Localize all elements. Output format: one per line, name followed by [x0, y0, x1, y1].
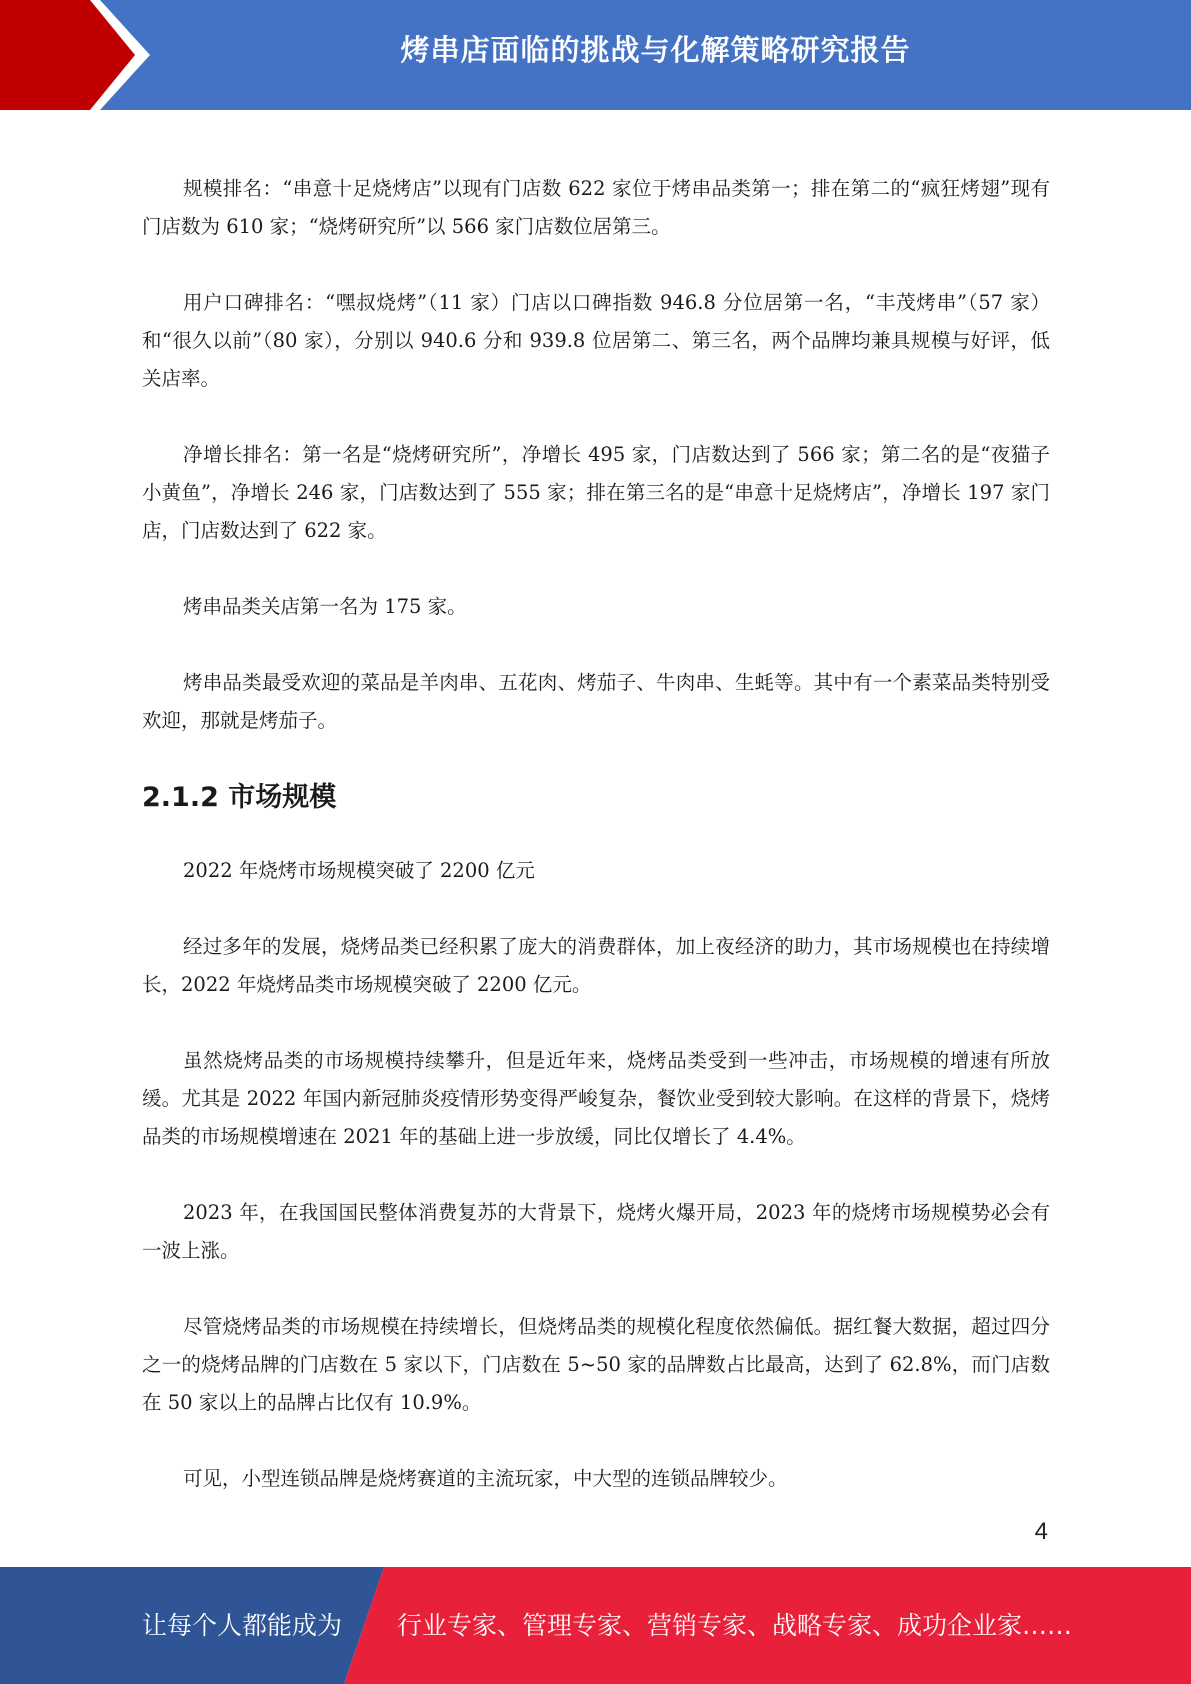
header-banner: [0, 0, 1191, 110]
paragraph-growth-slowdown: 虽然烧烤品类的市场规模持续攀升，但是近年来，烧烤品类受到一些冲击，市场规模的增速有所放缓。尤其是 2022 年国内新冠肺炎疫情形势变得严峻复杂，餐饮业受到较大影响。在这样的背景下，烧烤品类的市场规模增速在 2021 年的基础上进一步放缓，同比仅增长了 4.4%。: [142, 1049, 1050, 1148]
footer-slogan-left: 让每个人都能成为: [142, 1611, 343, 1640]
paragraph-closures: 烤串品类关店第一名为 175 家。: [183, 595, 467, 618]
paragraph-chain-scale: 尽管烧烤品类的市场规模在持续增长，但烧烤品类的规模化程度依然偏低。据红餐大数据，超过四分之一的烧烤品牌的门店数在 5 家以下，门店数在 5~50 家的品牌数占比最高，达到了 62.8%，而门店数在 50 家以上的品牌占比仅有 10.9%。: [142, 1315, 1050, 1414]
paragraph-2023-outlook: 2023 年，在我国国民整体消费复苏的大背景下，烧烤火爆开局，2023 年的烧烤市场规模势必会有一波上涨。: [142, 1201, 1050, 1262]
section-heading: 2.1.2 市场规模: [142, 782, 337, 813]
paragraph-conclusion: 可见，小型连锁品牌是烧烤赛道的主流玩家，中大型的连锁品牌较少。: [183, 1467, 788, 1490]
document-title: 烤串店面临的挑战与化解策略研究报告: [400, 33, 911, 67]
paragraph-market-size-headline: 2022 年烧烤市场规模突破了 2200 亿元: [183, 859, 535, 882]
paragraph-reputation-ranking: 用户口碑排名：“嘿叔烧烤”（11 家）门店以口碑指数 946.8 分位居第一名，“丰茂烤串”（57 家）和“很久以前”（80 家），分别以 940.6 分和 939.8 位居第二、第三名，两个品牌均兼具规模与好评，低关店率。: [142, 291, 1050, 390]
paragraph-market-growth: 经过多年的发展，烧烤品类已经积累了庞大的消费群体，加上夜经济的助力，其市场规模也在持续增长，2022 年烧烤品类市场规模突破了 2200 亿元。: [142, 935, 1050, 996]
page-content: [142, 170, 1050, 1498]
footer-slogan-right: 行业专家、管理专家、营销专家、战略专家、成功企业家……: [397, 1611, 1073, 1640]
page-number: 4: [1034, 1518, 1048, 1545]
footer-banner: [0, 1567, 1191, 1684]
paragraph-growth-ranking: 净增长排名：第一名是“烧烤研究所”，净增长 495 家，门店数达到了 566 家；第二名的是“夜猫子小黄鱼”，净增长 246 家，门店数达到了 555 家；排在第三名的是“串意十足烧烤店”，净增长 197 家门店，门店数达到了 622 家。: [142, 443, 1050, 542]
paragraph-popular-dishes: 烤串品类最受欢迎的菜品是羊肉串、五花肉、烤茄子、牛肉串、生蚝等。其中有一个素菜品类特别受欢迎，那就是烤茄子。: [142, 671, 1050, 732]
paragraph-scale-ranking: 规模排名：“串意十足烧烤店”以现有门店数 622 家位于烤串品类第一；排在第二的“疯狂烤翅”现有门店数为 610 家；“烧烤研究所”以 566 家门店数位居第三。: [142, 177, 1050, 238]
